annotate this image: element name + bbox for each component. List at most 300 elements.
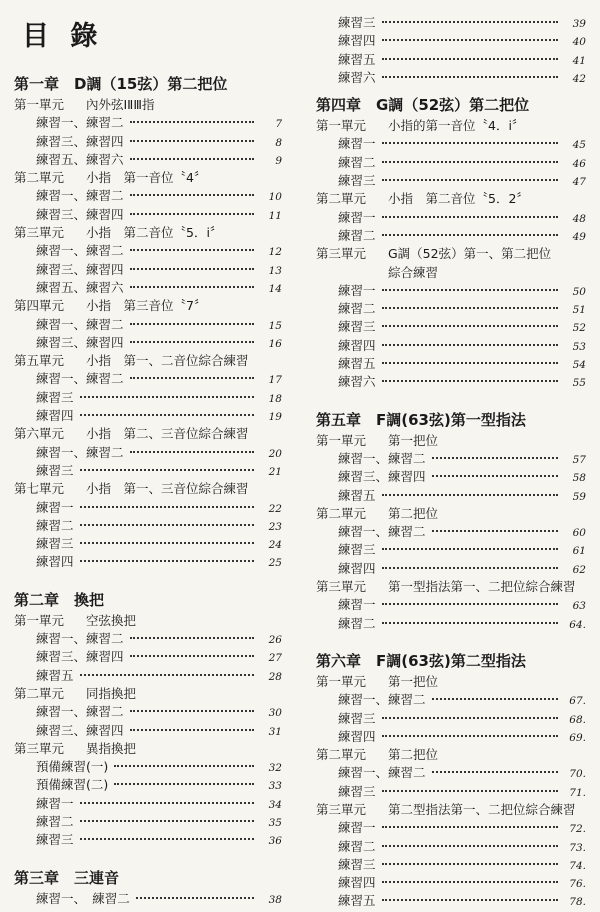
toc-entry <box>316 318 586 336</box>
toc-entry <box>14 648 282 666</box>
leader-dots <box>80 523 254 526</box>
toc-entry <box>316 135 586 153</box>
toc-entry <box>14 630 282 648</box>
leader-dots <box>382 621 558 624</box>
unit-label: 第二單元 <box>316 747 367 763</box>
unit-title: 小指 第二、三音位綜合練習 <box>86 426 249 442</box>
entry-title: 練習一、練習二 <box>36 371 124 387</box>
leader-dots <box>382 160 558 163</box>
entry-title: 練習五 <box>338 51 376 67</box>
leader-dots <box>382 825 558 828</box>
leader-dots <box>382 20 558 23</box>
unit-label: 第一單元 <box>316 673 367 689</box>
entry-title: 練習一、練習二 <box>36 115 124 131</box>
unit-heading <box>316 245 586 263</box>
page-number: 35 <box>268 816 282 829</box>
leader-dots <box>382 361 558 364</box>
page-number: 11 <box>268 209 282 222</box>
entry-title: 練習三 <box>338 319 376 335</box>
page-number: 61 <box>572 545 586 558</box>
entry-title: 練習五 <box>36 667 74 683</box>
unit-heading <box>316 578 586 596</box>
page-number: 78. <box>569 896 586 909</box>
unit-title: 小指 第一音位〝4〞 <box>86 170 207 186</box>
toc-entry <box>316 838 586 856</box>
leader-dots <box>80 673 254 676</box>
page-number: 46 <box>572 157 586 170</box>
page-number: 15 <box>268 319 282 332</box>
unit-heading <box>14 352 282 370</box>
unit-label: 第二單元 <box>316 191 367 207</box>
spacer <box>14 572 282 588</box>
unit-label: 第三單元 <box>316 801 367 817</box>
unit-title: 第二把位 <box>388 505 439 521</box>
unit-title: 內外弦ⅠⅡⅢ指 <box>86 97 155 112</box>
entry-title: 練習四 <box>338 560 376 576</box>
leader-dots <box>382 38 558 41</box>
entry-title: 練習二 <box>338 615 376 631</box>
leader-dots <box>382 734 558 737</box>
entry-title: 練習五、練習六 <box>36 279 124 295</box>
entry-title: 練習一 <box>36 795 74 811</box>
unit-title: 異指換把 <box>86 740 137 756</box>
unit-heading <box>316 432 586 450</box>
leader-dots <box>130 322 254 325</box>
unit-title: 第一型指法第一、二把位綜合練習 <box>388 579 576 595</box>
entry-title: 練習五 <box>338 487 376 503</box>
leader-dots <box>432 770 558 773</box>
unit-heading <box>316 746 586 764</box>
entry-title: 練習三 <box>338 783 376 799</box>
leader-dots <box>80 395 254 398</box>
unit-heading <box>316 673 586 691</box>
leader-dots <box>130 139 254 142</box>
page-number: 74. <box>569 859 586 872</box>
toc-entry <box>14 553 282 571</box>
page-number: 62 <box>572 563 586 576</box>
entry-title: 練習三、練習四 <box>36 334 124 350</box>
page-number: 58 <box>572 472 586 485</box>
page-number: 27 <box>268 652 282 665</box>
entry-title: 練習一 <box>338 282 376 298</box>
leader-dots <box>80 505 254 508</box>
entry-title: 練習一、練習二 <box>36 631 124 647</box>
unit-title: G調（52弦）第一、第二把位 <box>388 246 552 262</box>
entry-title: 練習三 <box>338 710 376 726</box>
toc-entry <box>316 541 586 559</box>
spacer <box>316 392 586 408</box>
entry-title: 練習三 <box>338 173 376 189</box>
page-number: 68. <box>569 713 586 726</box>
page-number: 60 <box>572 527 586 540</box>
unit-title: 第一把位 <box>388 673 439 689</box>
toc-entry <box>316 764 586 782</box>
unit-title: 小指 第二音位〝5．i〞 <box>86 225 223 241</box>
toc-entry <box>316 450 586 468</box>
leader-dots <box>382 75 558 78</box>
page-number: 8 <box>275 136 282 149</box>
toc-entry <box>316 69 586 87</box>
page-number: 7 <box>275 118 282 131</box>
entry-title: 練習一 <box>338 209 376 225</box>
leader-dots <box>432 474 558 477</box>
toc-entry <box>14 795 282 813</box>
unit-title: 小指 第三音位〝7〞 <box>86 298 207 314</box>
toc-entry <box>14 187 282 205</box>
leader-dots <box>114 764 254 767</box>
unit-heading <box>14 169 282 187</box>
leader-dots <box>130 120 254 123</box>
page-number: 45 <box>572 139 586 152</box>
toc-entry <box>14 370 282 388</box>
unit-label: 第二單元 <box>14 170 65 186</box>
entry-title: 練習一 <box>338 820 376 836</box>
leader-dots <box>382 547 558 550</box>
page-number: 17 <box>268 374 282 387</box>
chapter-heading: 第六章 F調(63弦)第二型指法 <box>316 651 526 670</box>
page-number: 41 <box>572 54 586 67</box>
unit-label: 第三單元 <box>316 579 367 595</box>
unit-label: 第二單元 <box>316 505 367 521</box>
page-number: 23 <box>268 520 282 533</box>
entry-title: 練習四 <box>36 554 74 570</box>
entry-title: 練習一、練習二 <box>36 243 124 259</box>
toc-entry <box>316 892 586 910</box>
entry-title: 練習三 <box>338 15 376 30</box>
chapter-heading: 第三章 三連音 <box>14 868 120 887</box>
leader-dots <box>80 541 254 544</box>
toc-entry <box>316 468 586 486</box>
unit-title: 小指 第一、三音位綜合練習 <box>86 481 249 497</box>
page-number: 19 <box>268 411 282 424</box>
page-number: 70. <box>569 768 586 781</box>
entry-title: 練習六 <box>338 69 376 85</box>
leader-dots <box>382 862 558 865</box>
entry-title: 練習三、練習四 <box>36 649 124 665</box>
page-number: 24 <box>268 539 282 552</box>
leader-dots <box>130 376 254 379</box>
entry-title: 練習三 <box>338 856 376 872</box>
toc-entry <box>316 355 586 373</box>
page-number: 69. <box>569 731 586 744</box>
leader-dots <box>80 559 254 562</box>
leader-dots <box>382 844 558 847</box>
toc-entry <box>316 615 586 633</box>
page-number: 40 <box>572 36 586 49</box>
page-number: 26 <box>268 634 282 647</box>
unit-title: 同指換把 <box>86 685 137 701</box>
page-number: 10 <box>268 191 282 204</box>
leader-dots <box>382 233 558 236</box>
entry-title: 練習一 <box>36 499 74 515</box>
toc-entry <box>316 32 586 50</box>
entry-title: 練習三、練習四 <box>36 722 124 738</box>
toc-entry <box>316 282 586 300</box>
entry-title: 練習三、練習四 <box>36 261 124 277</box>
entry-title: 練習一、練習二 <box>338 692 426 708</box>
unit-heading <box>14 96 282 114</box>
page-number: 57 <box>572 453 586 466</box>
toc-entry <box>316 596 586 614</box>
page-number: 59 <box>572 490 586 503</box>
spacer <box>316 633 586 649</box>
page-number: 25 <box>268 557 282 570</box>
leader-dots <box>432 456 558 459</box>
toc-entry <box>316 728 586 746</box>
leader-dots <box>136 896 254 899</box>
entry-title: 練習四 <box>338 728 376 744</box>
entry-title: 練習一、練習二 <box>36 316 124 332</box>
toc-entry <box>316 14 586 32</box>
toc-entry <box>316 337 586 355</box>
page-number: 21 <box>268 465 282 478</box>
page-number: 13 <box>268 264 282 277</box>
toc-entry <box>14 517 282 535</box>
unit-heading <box>14 612 282 630</box>
entry-title: 練習五、練習六 <box>36 151 124 167</box>
page-number: 71. <box>569 786 586 799</box>
leader-dots <box>382 215 558 218</box>
toc-entry <box>14 316 282 334</box>
entry-title: 練習三、練習四 <box>36 206 124 222</box>
page-number: 34 <box>268 798 282 811</box>
page-number: 64. <box>569 618 586 631</box>
toc-entry <box>14 133 282 151</box>
toc-entry <box>14 535 282 553</box>
entry-title: 練習一、 練習二 <box>36 890 130 906</box>
toc-entry <box>316 819 586 837</box>
leader-dots <box>382 141 558 144</box>
unit-heading <box>316 190 586 208</box>
page-number: 32 <box>268 762 282 775</box>
entry-title: 練習二 <box>338 838 376 854</box>
leader-dots <box>130 212 254 215</box>
toc-entry <box>316 300 586 318</box>
entry-title: 預備練習(二) <box>36 777 109 793</box>
toc-entry <box>14 279 282 297</box>
entry-title: 練習三 <box>36 462 74 478</box>
page-number: 20 <box>268 447 282 460</box>
entry-title: 練習三 <box>36 832 74 848</box>
leader-dots <box>130 267 254 270</box>
leader-dots <box>382 178 558 181</box>
unit-heading <box>14 224 282 242</box>
toc-entry <box>316 523 586 541</box>
entry-title: 練習四 <box>36 408 74 424</box>
toc-right-column <box>316 14 586 911</box>
page-number: 33 <box>268 780 282 793</box>
leader-dots <box>130 285 254 288</box>
toc-entry <box>14 242 282 260</box>
leader-dots <box>382 716 558 719</box>
entry-title: 練習三 <box>36 536 74 552</box>
toc-entry <box>316 691 586 709</box>
page-number: 55 <box>572 377 586 390</box>
entry-title: 練習四 <box>338 875 376 891</box>
entry-title: 練習一、練習二 <box>338 450 426 466</box>
page-number: 9 <box>275 154 282 167</box>
toc-entry <box>14 758 282 776</box>
toc-entry <box>14 407 282 425</box>
toc-entry <box>14 813 282 831</box>
leader-dots <box>382 288 558 291</box>
leader-dots <box>432 697 558 700</box>
toc-entry <box>316 154 586 172</box>
unit-title: 小指 第一、二音位綜合練習 <box>86 353 249 369</box>
toc-entry <box>316 856 586 874</box>
unit-label: 第三單元 <box>14 740 65 756</box>
page-number: 22 <box>268 502 282 515</box>
toc-entry <box>316 209 586 227</box>
entry-title: 練習六 <box>338 374 376 390</box>
chapter-heading: 第四章 G調（52弦）第二把位 <box>316 96 530 115</box>
unit-heading <box>14 685 282 703</box>
leader-dots <box>130 157 254 160</box>
page-number: 73. <box>569 841 586 854</box>
spacer <box>14 850 282 866</box>
leader-dots <box>432 529 558 532</box>
page-number: 67. <box>569 695 586 708</box>
unit-label: 第三單元 <box>14 225 65 241</box>
leader-dots <box>80 837 254 840</box>
leader-dots <box>382 789 558 792</box>
entry-title: 練習三 <box>36 389 74 405</box>
page-number: 54 <box>572 359 586 372</box>
leader-dots <box>382 324 558 327</box>
page-number: 49 <box>572 230 586 243</box>
toc-entry <box>14 444 282 462</box>
leader-dots <box>80 413 254 416</box>
entry-title: 練習五 <box>338 893 376 909</box>
unit-label: 第四單元 <box>14 298 65 314</box>
page-number: 63 <box>572 600 586 613</box>
page-number: 42 <box>572 72 586 85</box>
leader-dots <box>382 343 558 346</box>
leader-dots <box>382 602 558 605</box>
page-number: 50 <box>572 285 586 298</box>
page-number: 16 <box>268 337 282 350</box>
leader-dots <box>382 880 558 883</box>
leader-dots <box>382 898 558 901</box>
leader-dots <box>130 728 254 731</box>
toc-entry <box>14 114 282 132</box>
toc-entry <box>14 890 282 908</box>
chapter-heading: 第二章 換把 <box>14 590 105 609</box>
unit-label: 第三單元 <box>316 246 367 262</box>
toc-left-column <box>14 72 282 908</box>
leader-dots <box>130 709 254 712</box>
unit-heading <box>316 505 586 523</box>
leader-dots <box>130 340 254 343</box>
unit-title: 第二型指法第一、二把位綜合練習 <box>388 801 576 817</box>
unit-title: 第二把位 <box>388 747 439 763</box>
toc-entry <box>14 499 282 517</box>
unit-heading <box>14 480 282 498</box>
leader-dots <box>382 493 558 496</box>
leader-dots <box>80 819 254 822</box>
page-number: 48 <box>572 212 586 225</box>
entry-title: 練習一、練習二 <box>36 188 124 204</box>
entry-title: 練習五 <box>338 356 376 372</box>
unit-label: 第五單元 <box>14 353 65 369</box>
unit-heading <box>316 264 586 282</box>
unit-label: 第一單元 <box>14 97 65 112</box>
leader-dots <box>130 193 254 196</box>
toc-entry <box>316 172 586 190</box>
toc-entry <box>316 373 586 391</box>
toc-entry <box>14 776 282 794</box>
entry-title: 練習一、練習二 <box>36 444 124 460</box>
leader-dots <box>130 248 254 251</box>
toc-entry <box>316 710 586 728</box>
entry-title: 練習四 <box>338 33 376 49</box>
entry-title: 預備練習(一) <box>36 759 109 775</box>
page-number: 31 <box>268 725 282 738</box>
unit-heading <box>14 740 282 758</box>
toc-entry <box>14 389 282 407</box>
entry-title: 練習二 <box>338 154 376 170</box>
toc-entry <box>14 667 282 685</box>
toc-entry <box>14 462 282 480</box>
entry-title: 練習一、練習二 <box>338 765 426 781</box>
entry-title: 練習二 <box>36 517 74 533</box>
unit-label: 第一單元 <box>14 612 65 628</box>
page-number: 53 <box>572 340 586 353</box>
leader-dots <box>130 636 254 639</box>
unit-title: 綜合練習 <box>388 264 439 280</box>
page-number: 28 <box>268 670 282 683</box>
toc-entry <box>316 560 586 578</box>
unit-title: 空弦換把 <box>86 612 137 628</box>
entry-title: 練習三 <box>338 542 376 558</box>
toc-entry <box>316 487 586 505</box>
toc-entry <box>14 722 282 740</box>
page-number: 30 <box>268 707 282 720</box>
entry-title: 練習二 <box>338 227 376 243</box>
unit-title: 第一把位 <box>388 432 439 448</box>
unit-label: 第一單元 <box>316 118 367 134</box>
entry-title: 練習四 <box>338 337 376 353</box>
unit-heading <box>14 425 282 443</box>
page-number: 52 <box>572 322 586 335</box>
toc-entry <box>316 227 586 245</box>
page-number: 14 <box>268 282 282 295</box>
entry-title: 練習二 <box>36 813 74 829</box>
unit-label: 第一單元 <box>316 432 367 448</box>
leader-dots <box>382 306 558 309</box>
toc-entry <box>14 703 282 721</box>
unit-title: 小指 第二音位〝5．2〞 <box>388 191 529 207</box>
leader-dots <box>114 782 254 785</box>
entry-title: 練習一、練習二 <box>36 704 124 720</box>
toc-entry <box>316 51 586 69</box>
page-number: 39 <box>572 18 586 30</box>
toc-entry <box>14 334 282 352</box>
entry-title: 練習三、練習四 <box>36 133 124 149</box>
toc-entry <box>14 206 282 224</box>
entry-title: 練習三、練習四 <box>338 469 426 485</box>
leader-dots <box>382 379 558 382</box>
leader-dots <box>130 654 254 657</box>
chapter-heading: 第五章 F調(63弦)第一型指法 <box>316 410 526 429</box>
unit-heading <box>14 297 282 315</box>
toc-entry <box>316 783 586 801</box>
unit-label: 第六單元 <box>14 426 65 442</box>
unit-label: 第二單元 <box>14 685 65 701</box>
page-number: 12 <box>268 246 282 259</box>
entry-title: 練習一 <box>338 136 376 152</box>
unit-heading <box>316 801 586 819</box>
